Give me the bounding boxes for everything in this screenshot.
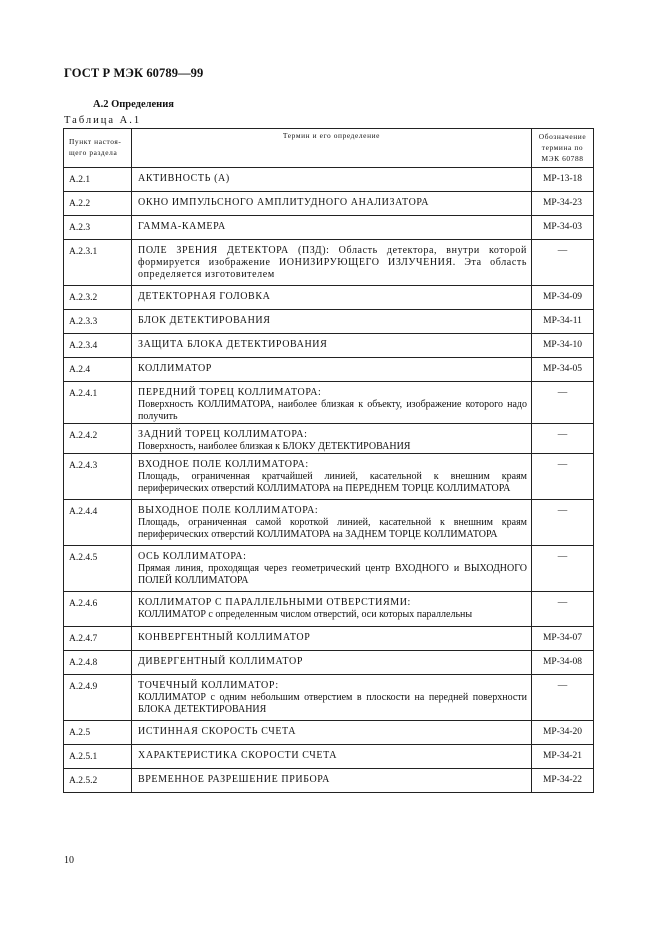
designation-cell: —	[532, 424, 594, 454]
term-cell	[132, 424, 532, 454]
designation-cell: MP-34-09	[532, 286, 594, 310]
table-row	[64, 454, 594, 500]
item-number-cell: A.2.2	[64, 192, 132, 216]
term-name: ВРЕМЕННОЕ РАЗРЕШЕНИЕ ПРИБОРА	[138, 774, 330, 785]
term-cell	[132, 334, 532, 358]
term-name: КОЛЛИМАТОР С ПАРАЛЛЕЛЬНЫМИ ОТВЕРСТИЯМИ:	[138, 597, 411, 608]
item-number-cell: A.2.3.2	[64, 286, 132, 310]
item-number-cell: A.2.4.8	[64, 651, 132, 675]
term-name: ДЕТЕКТОРНАЯ ГОЛОВКА	[138, 291, 271, 302]
item-number-cell: A.2.4	[64, 358, 132, 382]
column-header-term: Термин и его определение	[132, 129, 532, 168]
term-name: ЗАЩИТА БЛОКА ДЕТЕКТИРОВАНИЯ	[138, 339, 328, 350]
table-row	[64, 382, 594, 424]
term-name: ДИВЕРГЕНТНЫЙ КОЛЛИМАТОР	[138, 656, 303, 667]
table-row	[64, 651, 594, 675]
table-row	[64, 546, 594, 592]
item-number-cell: A.2.4.6	[64, 592, 132, 627]
table-row	[64, 627, 594, 651]
term-name: ИСТИННАЯ СКОРОСТЬ СЧЕТА	[138, 726, 297, 737]
designation-cell: —	[532, 675, 594, 721]
designation-cell: MP-34-22	[532, 769, 594, 793]
table-row	[64, 424, 594, 454]
table-row	[64, 769, 594, 793]
term-name: ОСЬ КОЛЛИМАТОРА:	[138, 551, 247, 562]
page-number: 10	[64, 855, 74, 866]
item-number-cell: A.2.3.1	[64, 240, 132, 286]
table-row	[64, 675, 594, 721]
term-name: ЗАДНИЙ ТОРЕЦ КОЛЛИМАТОРА:	[138, 429, 308, 440]
table-row	[64, 168, 594, 192]
designation-cell: MP-34-03	[532, 216, 594, 240]
term-cell	[132, 500, 532, 546]
item-number-cell: A.2.5.1	[64, 745, 132, 769]
designation-cell: MP-34-11	[532, 310, 594, 334]
table-caption: Таблица А.1	[64, 115, 142, 126]
designation-cell: —	[532, 240, 594, 286]
term-cell	[132, 192, 532, 216]
table-row	[64, 334, 594, 358]
item-number-cell: A.2.4.3	[64, 454, 132, 500]
table-row	[64, 745, 594, 769]
term-definition: Прямая линия, проходящая через геометрический центр ВХОДНОГО и ВЫХОДНОГО ПОЛЕЙ КОЛЛИМАТОРА	[138, 563, 527, 586]
term-cell	[132, 675, 532, 721]
definitions-table	[63, 128, 594, 793]
term-name: ТОЧЕЧНЫЙ КОЛЛИМАТОР:	[138, 680, 279, 691]
term-cell	[132, 546, 532, 592]
designation-cell: —	[532, 500, 594, 546]
table-row	[64, 500, 594, 546]
term-cell	[132, 651, 532, 675]
term-cell	[132, 310, 532, 334]
term-cell	[132, 358, 532, 382]
term-definition: Площадь, ограниченная самой короткой линией, касательной к внешним краям периферических отверстий КОЛЛИМАТОРА на ЗАДНЕМ ТОРЦЕ КОЛЛИМАТОРА	[138, 517, 527, 540]
table-row	[64, 192, 594, 216]
item-number-cell: A.2.3.4	[64, 334, 132, 358]
item-number-cell: A.2.4.2	[64, 424, 132, 454]
table-row	[64, 358, 594, 382]
term-name: ПОЛЕ ЗРЕНИЯ ДЕТЕКТОРА (ПЗД): Область детектора, внутри которой формируется изображение ИОНИЗИРУЮЩЕГО ИЗЛУЧЕНИЯ. Эта область определяется изготовителем	[138, 245, 527, 280]
item-number-cell: A.2.1	[64, 168, 132, 192]
designation-cell: MP-34-07	[532, 627, 594, 651]
term-definition: Площадь, ограниченная кратчайшей линией, касательной к внешним краям периферических отверстий КОЛЛИМАТОРА на ПЕРЕДНЕМ ТОРЦЕ КОЛЛИМАТОРА	[138, 471, 527, 494]
term-name: ВХОДНОЕ ПОЛЕ КОЛЛИМАТОРА:	[138, 459, 309, 470]
item-number-cell: A.2.4.7	[64, 627, 132, 651]
item-number-cell: A.2.5.2	[64, 769, 132, 793]
term-name: АКТИВНОСТЬ (А)	[138, 173, 230, 184]
designation-cell: MP-34-20	[532, 721, 594, 745]
term-cell	[132, 745, 532, 769]
table-row	[64, 310, 594, 334]
term-definition: КОЛЛИМАТОР с определенным числом отверстий, оси которых параллельны	[138, 609, 473, 620]
term-definition: Поверхность КОЛЛИМАТОРА, наиболее близкая к объекту, изображение которого надо получить	[138, 399, 527, 422]
term-cell	[132, 627, 532, 651]
designation-cell: MP-34-05	[532, 358, 594, 382]
term-name: ОКНО ИМПУЛЬСНОГО АМПЛИТУДНОГО АНАЛИЗАТОРА	[138, 197, 430, 208]
term-cell	[132, 721, 532, 745]
designation-cell: MP-13-18	[532, 168, 594, 192]
designation-cell: —	[532, 592, 594, 627]
column-header-item: Пункт настоя-щего раздела	[64, 129, 132, 168]
designation-cell: MP-34-08	[532, 651, 594, 675]
table-row	[64, 286, 594, 310]
term-name: ВЫХОДНОЕ ПОЛЕ КОЛЛИМАТОРА:	[138, 505, 319, 516]
designation-cell: —	[532, 382, 594, 424]
term-cell	[132, 454, 532, 500]
term-cell	[132, 240, 532, 286]
section-title: А.2 Определения	[93, 99, 174, 110]
table-row	[64, 721, 594, 745]
table-row	[64, 592, 594, 627]
item-number-cell: A.2.4.9	[64, 675, 132, 721]
term-cell	[132, 382, 532, 424]
item-number-cell: A.2.3.3	[64, 310, 132, 334]
table-row	[64, 240, 594, 286]
designation-cell: MP-34-21	[532, 745, 594, 769]
table-header-row	[64, 129, 594, 168]
designation-cell: MP-34-23	[532, 192, 594, 216]
term-definition: КОЛЛИМАТОР с одним небольшим отверстием в плоскости на передней поверхности БЛОКА ДЕТЕКТИРОВАНИЯ	[138, 692, 527, 715]
term-name: ХАРАКТЕРИСТИКА СКОРОСТИ СЧЕТА	[138, 750, 338, 761]
term-cell	[132, 286, 532, 310]
item-number-cell: A.2.3	[64, 216, 132, 240]
term-name: КОЛЛИМАТОР	[138, 363, 212, 374]
term-name: ГАММА-КАМЕРА	[138, 221, 226, 232]
term-name: БЛОК ДЕТЕКТИРОВАНИЯ	[138, 315, 271, 326]
item-number-cell: A.2.4.1	[64, 382, 132, 424]
term-name: КОНВЕРГЕНТНЫЙ КОЛЛИМАТОР	[138, 632, 311, 643]
item-number-cell: A.2.4.5	[64, 546, 132, 592]
column-header-designation: Обозначение термина по МЭК 60788	[532, 129, 594, 168]
document-header: ГОСТ Р МЭК 60789—99	[64, 66, 204, 80]
table-row	[64, 216, 594, 240]
item-number-cell: A.2.4.4	[64, 500, 132, 546]
term-cell	[132, 168, 532, 192]
item-number-cell: A.2.5	[64, 721, 132, 745]
designation-cell: MP-34-10	[532, 334, 594, 358]
term-name: ПЕРЕДНИЙ ТОРЕЦ КОЛЛИМАТОРА:	[138, 387, 322, 398]
designation-cell: —	[532, 546, 594, 592]
designation-cell: —	[532, 454, 594, 500]
term-cell	[132, 769, 532, 793]
term-cell	[132, 216, 532, 240]
term-cell	[132, 592, 532, 627]
term-definition: Поверхность, наиболее близкая к БЛОКУ ДЕТЕКТИРОВАНИЯ	[138, 441, 411, 452]
